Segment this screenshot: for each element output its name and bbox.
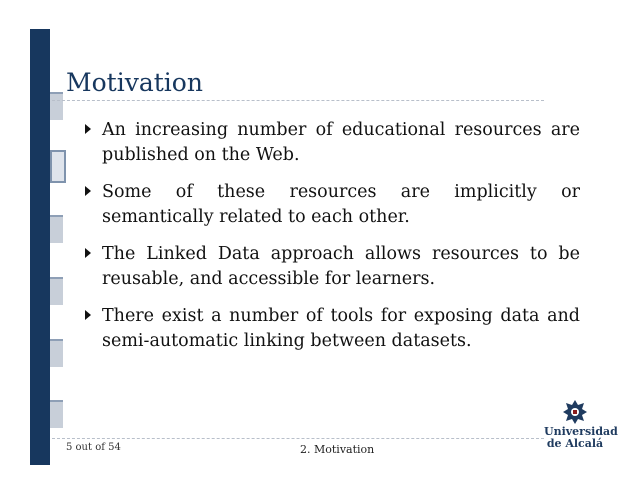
list-item	[80, 242, 580, 292]
logo-line1: Universidad	[544, 425, 618, 438]
list-item	[80, 304, 580, 354]
sidebar-tab	[50, 215, 63, 243]
title-divider	[52, 100, 544, 101]
list-item	[80, 118, 580, 168]
sidebar-bar	[30, 29, 50, 465]
sidebar-tab	[50, 277, 63, 305]
university-logo	[544, 398, 618, 462]
bullet-text: An increasing number of educational resources are published on the Web.	[102, 120, 580, 165]
bullet-text: Some of these resources are implicitly or semantically related to each other.	[102, 182, 580, 227]
footer-section: 2. Motivation	[300, 443, 375, 456]
sidebar-tab	[50, 339, 63, 367]
current-slide-marker	[50, 150, 66, 183]
bullet-arrow-icon	[85, 310, 91, 320]
page-number: 5 out of 54	[66, 442, 121, 453]
bullet-text: The Linked Data approach allows resources to be reusable, and accessible for learners.	[102, 244, 580, 289]
sidebar-tab	[50, 92, 63, 120]
bullet-arrow-icon	[85, 248, 91, 258]
bullet-arrow-icon	[85, 186, 91, 196]
slide-title: Motivation	[66, 68, 203, 97]
bullet-list	[80, 118, 580, 366]
university-crest-icon	[561, 398, 589, 426]
sidebar-tab	[50, 400, 63, 428]
list-item	[80, 180, 580, 230]
bullet-arrow-icon	[85, 124, 91, 134]
bullet-text: There exist a number of tools for exposing data and semi-automatic linking between datasets.	[102, 306, 580, 351]
logo-line2: de Alcalá	[546, 437, 604, 450]
footer-divider	[52, 438, 544, 439]
